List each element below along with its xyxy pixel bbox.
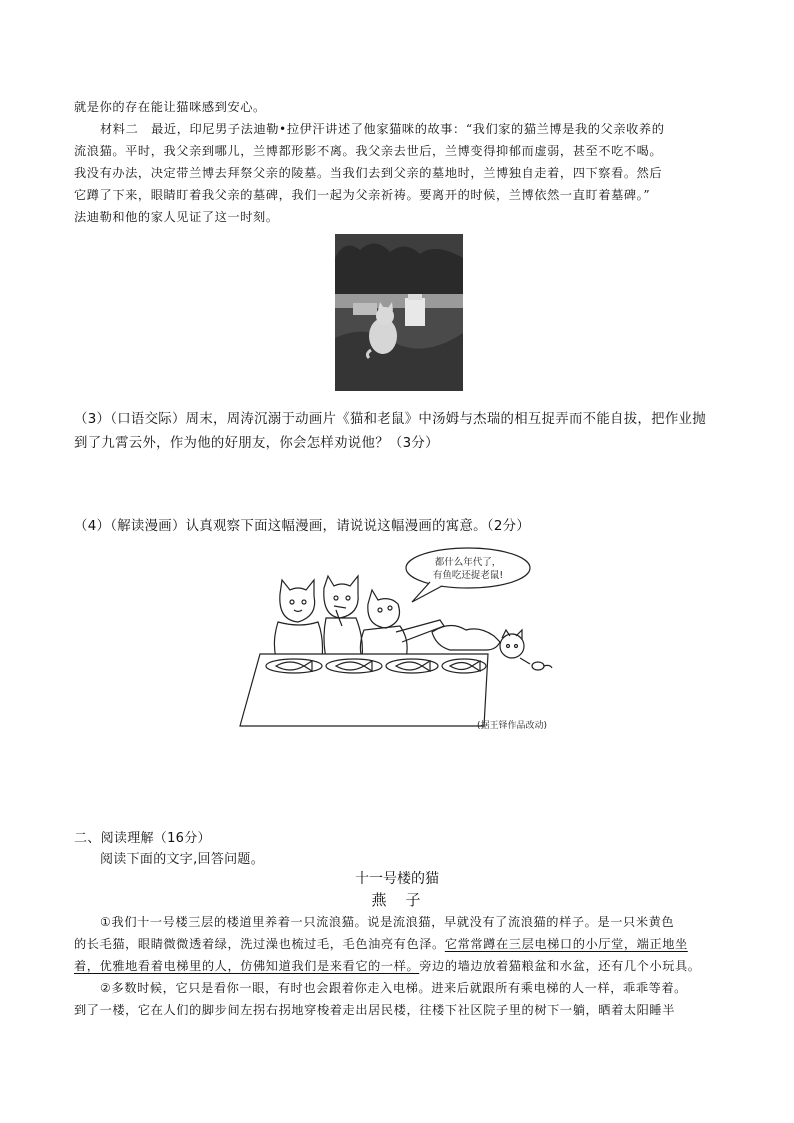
material-line-2: 流浪猫。平时，我父亲到哪儿，兰博都形影不离。我父亲去世后，兰博变得抑郁而虚弱，甚至不吃不喝。 <box>74 144 663 158</box>
section-heading: 二、阅读理解（16分） <box>74 831 211 846</box>
cat-grave-photo <box>335 228 463 391</box>
underlined-sentence-end: 着，优雅地看着电梯里的人，仿佛知道我们是来看它的一样。 <box>74 959 420 973</box>
paragraph-2-line-2: 到了一楼，它在人们的脚步间左拐右拐地穿梭着走出居民楼，往楼下社区院子里的树下一躺，晒着太阳睡半 <box>74 1003 676 1017</box>
q3-line-2: 到了九霄云外，作为他的好朋友，你会怎样劝说他？（3分） <box>74 436 439 451</box>
section-instruction: 阅读下面的文字,回答问题。 <box>100 852 265 867</box>
material-line-5: 法迪勒和他的家人见证了这一时刻。 <box>74 210 279 224</box>
cartoon-cats-fish <box>230 546 570 736</box>
speech-line-1: 都什么年代了， <box>434 557 502 568</box>
paragraph-1-number: ① <box>100 915 112 929</box>
paragraph-2-line-1: ②多数时候，它只是看你一眼，有时也会跟着你走入电梯。进来后就跟所有乘电梯的人一样，乖乖等着。 <box>100 981 687 995</box>
paragraph-1-line-1: ①我们十一号楼三层的楼道里养着一只流浪猫。说是流浪猫，早就没有了流浪猫的样子。是一只米黄色 <box>100 915 675 929</box>
story-title: 十一号楼的猫 <box>355 871 439 887</box>
q4-line-1: （4）（解读漫画）认真观察下面这幅漫画，请说说这幅漫画的寓意。（2分） <box>74 519 531 534</box>
paragraph-2-number: ② <box>100 981 112 995</box>
paragraph-1-line-3: 着，优雅地看着电梯里的人，仿佛知道我们是来看它的一样。旁边的墙边放着猫粮盆和水盆，还有几个小玩具。 <box>74 959 701 973</box>
material-line-1: 材料二 最近，印尼男子法迪勒•拉伊汗讲述了他家猫咪的故事：“我们家的猫兰博是我的父亲收养的 <box>100 122 665 136</box>
underlined-sentence: 它常常蹲在三层电梯口的小厅堂，端正地坐 <box>444 937 688 951</box>
speech-line-2: 有鱼吃还捉老鼠! <box>432 570 504 581</box>
q3-line-1: （3）（口语交际）周末，周涛沉溺于动画片《猫和老鼠》中汤姆与杰瑞的相互捉弄而不能自拔，把作业抛 <box>74 412 706 427</box>
material-line-0: 就是你的存在能让猫咪感到安心。 <box>74 100 266 114</box>
story-author: 燕 子 <box>371 891 423 909</box>
material-line-3: 我没有办法，决定带兰博去拜祭父亲的陵墓。当我们去到父亲的墓地时，兰博独自走着，四下察看。然后 <box>74 166 663 180</box>
cartoon-credit: (据王铎作品改动) <box>476 721 548 731</box>
material-line-4: 它蹲了下来，眼睛盯着我父亲的墓碑，我们一起为父亲祈祷。要离开的时候，兰博依然一直盯着墓碑。” <box>74 188 651 202</box>
paragraph-1-line-2: 的长毛猫，眼睛微微透着绿，洗过澡也梳过毛，毛色油亮有色泽。它常常蹲在三层电梯口的小厅堂，端正地坐 <box>74 937 688 951</box>
